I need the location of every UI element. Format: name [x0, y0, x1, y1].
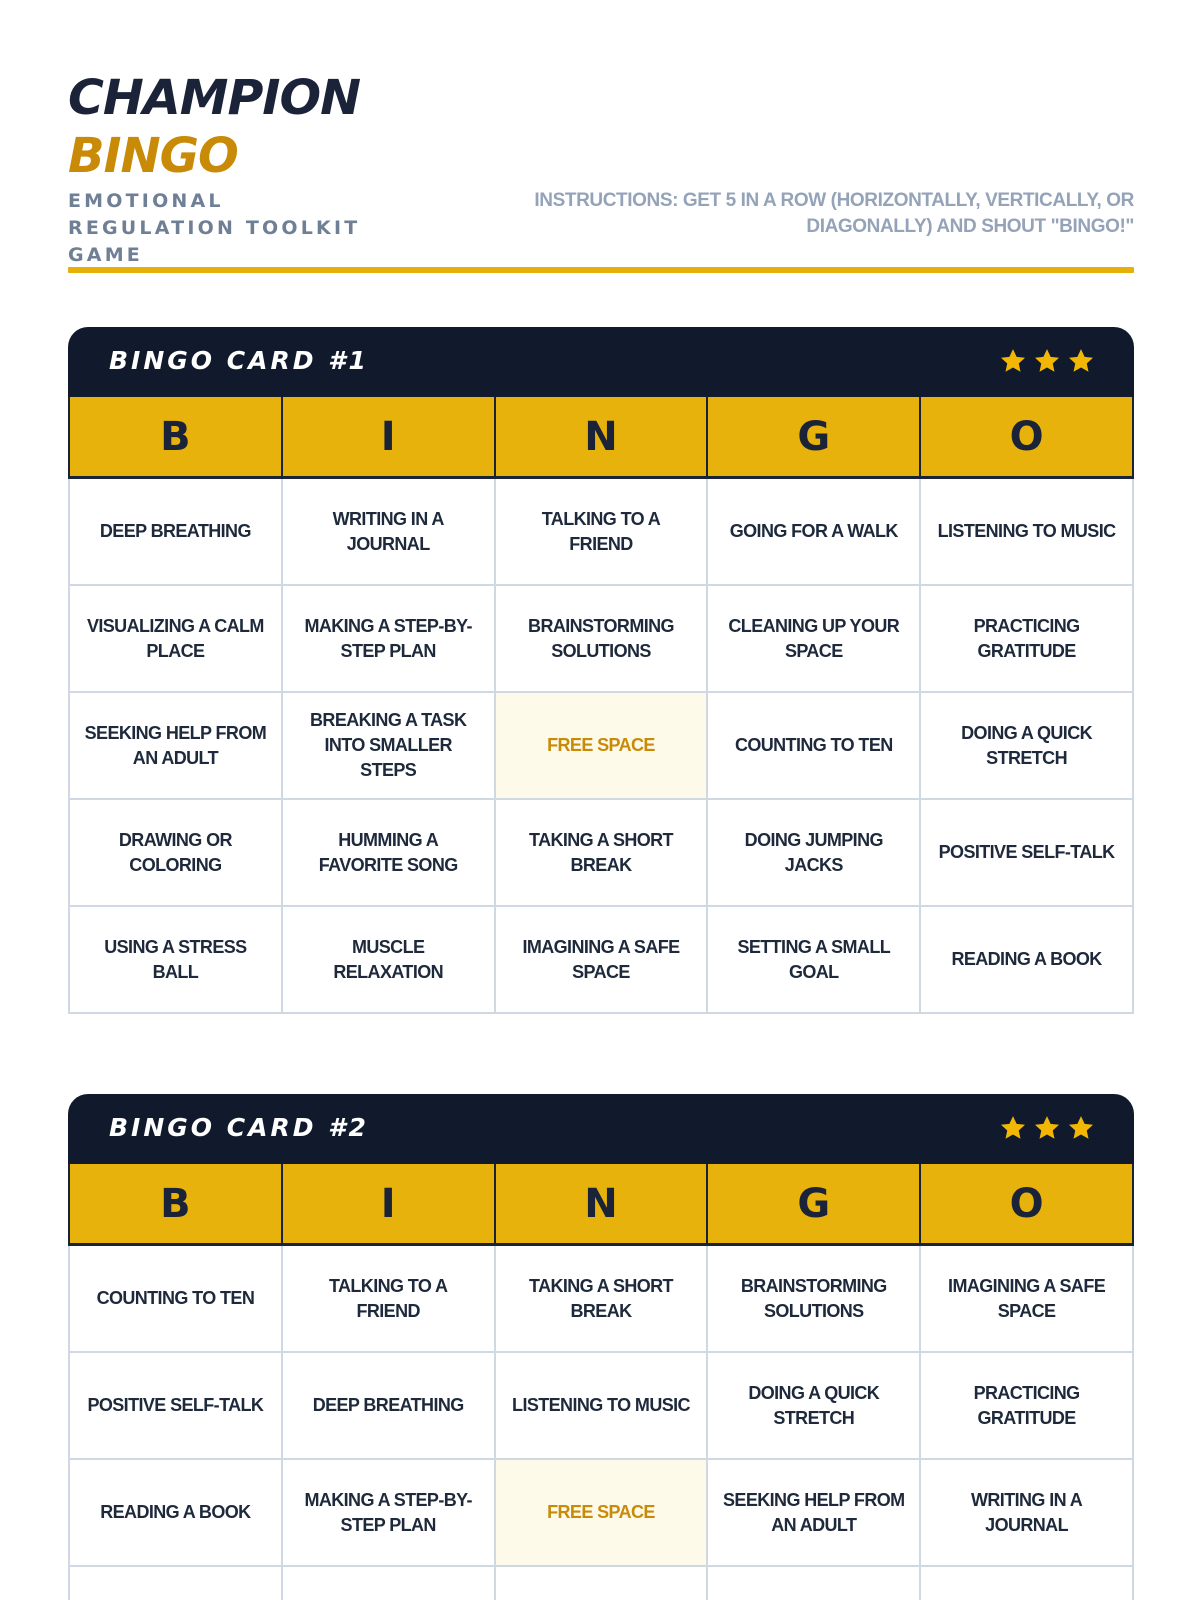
bingo-cell[interactable]: VISUALIZING A CALM PLACE	[70, 586, 283, 693]
bingo-cell[interactable]	[921, 1567, 1134, 1600]
bingo-cell[interactable]: TALKING TO A FRIEND	[496, 479, 709, 586]
letter-row	[68, 1164, 1134, 1246]
bingo-cell[interactable]: IMAGINING A SAFE SPACE	[496, 907, 709, 1014]
bingo-cell[interactable]: PRACTICING GRATITUDE	[921, 1353, 1134, 1460]
bingo-cell[interactable]: MAKING A STEP-BY-STEP PLAN	[283, 586, 496, 693]
bingo-cell[interactable]: IMAGINING A SAFE SPACE	[921, 1246, 1134, 1353]
bingo-card-2	[68, 1094, 1134, 1600]
grid-row	[70, 586, 1134, 693]
star-icon	[1066, 1113, 1096, 1143]
column-letter: G	[708, 397, 921, 476]
instructions: INSTRUCTIONS: GET 5 IN A ROW (HORIZONTALLY, VERTICALLY, OR DIAGONALLY) AND SHOUT "BINGO!"	[534, 190, 1134, 237]
grid-row	[70, 693, 1134, 800]
bingo-cell[interactable]	[708, 1567, 921, 1600]
bingo-cell[interactable]: MAKING A STEP-BY-STEP PLAN	[283, 1460, 496, 1567]
column-letter: N	[496, 1164, 709, 1243]
bingo-cell[interactable]: USING A STRESS BALL	[70, 907, 283, 1014]
bingo-grid	[68, 1164, 1134, 1600]
star-icon	[1066, 346, 1096, 376]
grid-row	[70, 1567, 1134, 1600]
bingo-cell[interactable]: WRITING IN A JOURNAL	[283, 479, 496, 586]
bingo-cell[interactable]: DRAWING OR COLORING	[70, 800, 283, 907]
grid-row	[70, 479, 1134, 586]
bingo-cell[interactable]: CLEANING UP YOUR SPACE	[708, 586, 921, 693]
grid-row	[70, 800, 1134, 907]
star-icon	[998, 346, 1028, 376]
bingo-cell[interactable]: MUSCLE RELAXATION	[283, 907, 496, 1014]
free-space-cell[interactable]: FREE SPACE	[496, 693, 709, 800]
bingo-cell[interactable]: DOING A QUICK STRETCH	[708, 1353, 921, 1460]
bingo-cell[interactable]: SEEKING HELP FROM AN ADULT	[70, 693, 283, 800]
star-icon	[1032, 346, 1062, 376]
bingo-cell[interactable]: DEEP BREATHING	[70, 479, 283, 586]
column-letter: N	[496, 397, 709, 476]
rating-stars	[998, 346, 1096, 376]
card-header	[68, 1094, 1134, 1164]
column-letter: I	[283, 397, 496, 476]
bingo-cell[interactable]: GOING FOR A WALK	[708, 479, 921, 586]
grid-row	[70, 1353, 1134, 1460]
grid-row	[70, 1460, 1134, 1567]
bingo-cell[interactable]: DOING JUMPING JACKS	[708, 800, 921, 907]
bingo-cell[interactable]: POSITIVE SELF-TALK	[70, 1353, 283, 1460]
bingo-cell[interactable]: COUNTING TO TEN	[70, 1246, 283, 1353]
bingo-cell[interactable]: POSITIVE SELF-TALK	[921, 800, 1134, 907]
title-bingo: BINGO	[68, 128, 238, 184]
bingo-cell[interactable]: SEEKING HELP FROM AN ADULT	[708, 1460, 921, 1567]
bingo-cell[interactable]	[283, 1567, 496, 1600]
card-title: BINGO CARD #2	[109, 1113, 369, 1142]
column-letter: B	[70, 397, 283, 476]
bingo-cell[interactable]: LISTENING TO MUSIC	[921, 479, 1134, 586]
bingo-cell[interactable]: BRAINSTORMING SOLUTIONS	[496, 586, 709, 693]
bingo-cell[interactable]: READING A BOOK	[70, 1460, 283, 1567]
bingo-grid	[68, 397, 1134, 1014]
bingo-cell[interactable]	[70, 1567, 283, 1600]
grid-row	[70, 907, 1134, 1014]
letter-row	[68, 397, 1134, 479]
bingo-cell[interactable]: TAKING A SHORT BREAK	[496, 1246, 709, 1353]
bingo-cell[interactable]: TAKING A SHORT BREAK	[496, 800, 709, 907]
column-letter: I	[283, 1164, 496, 1243]
star-icon	[1032, 1113, 1062, 1143]
rating-stars	[998, 1113, 1096, 1143]
card-title: BINGO CARD #1	[109, 346, 369, 375]
column-letter: B	[70, 1164, 283, 1243]
bingo-cell[interactable]: SETTING A SMALL GOAL	[708, 907, 921, 1014]
subtitle: EMOTIONAL REGULATION TOOLKIT GAME	[68, 190, 361, 266]
column-letter: G	[708, 1164, 921, 1243]
bingo-cell[interactable]: LISTENING TO MUSIC	[496, 1353, 709, 1460]
bingo-cell[interactable]: WRITING IN A JOURNAL	[921, 1460, 1134, 1567]
column-letter: O	[1009, 1180, 1044, 1227]
page-header	[68, 70, 1134, 275]
bingo-cell[interactable]: HUMMING A FAVORITE SONG	[283, 800, 496, 907]
free-space-cell[interactable]: FREE SPACE	[496, 1460, 709, 1567]
bingo-card-1	[68, 327, 1134, 1014]
bingo-cell[interactable]: COUNTING TO TEN	[708, 693, 921, 800]
header-divider	[68, 267, 1134, 273]
bingo-cell[interactable]: DEEP BREATHING	[283, 1353, 496, 1460]
bingo-cell[interactable]: BREAKING A TASK INTO SMALLER STEPS	[283, 693, 496, 800]
bingo-cell[interactable]	[496, 1567, 709, 1600]
card-header	[68, 327, 1134, 397]
title-champion: CHAMPION	[68, 70, 361, 126]
bingo-cell[interactable]: TALKING TO A FRIEND	[283, 1246, 496, 1353]
star-icon	[998, 1113, 1028, 1143]
bingo-cell[interactable]: DOING A QUICK STRETCH	[921, 693, 1134, 800]
bingo-cell[interactable]: BRAINSTORMING SOLUTIONS	[708, 1246, 921, 1353]
bingo-cell[interactable]: PRACTICING GRATITUDE	[921, 586, 1134, 693]
column-letter: O	[1009, 413, 1044, 460]
bingo-cell[interactable]: READING A BOOK	[921, 907, 1134, 1014]
grid-row	[70, 1246, 1134, 1353]
